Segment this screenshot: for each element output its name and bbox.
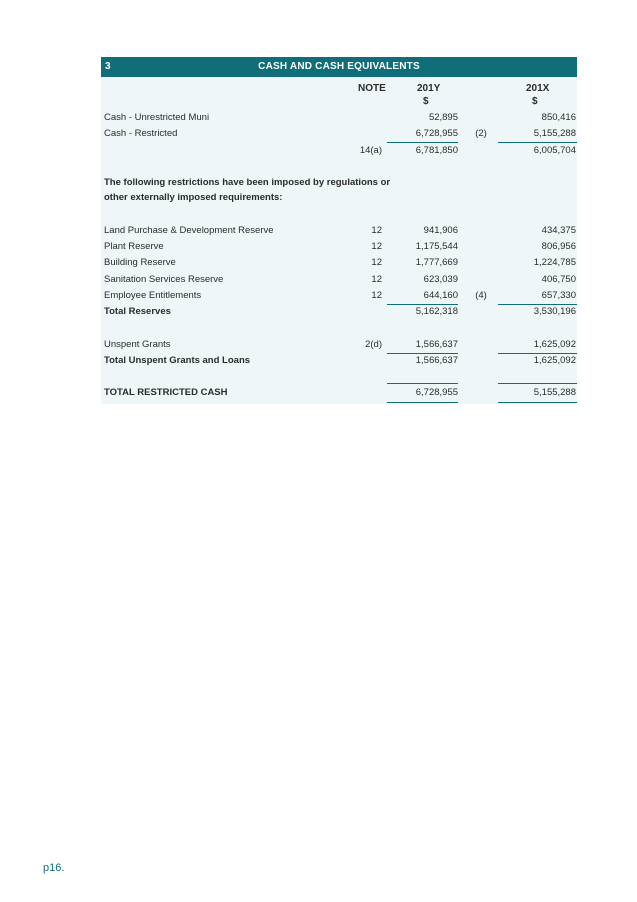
row-label: Building Reserve	[104, 257, 176, 268]
total-row	[101, 387, 577, 403]
underline	[387, 142, 458, 143]
column-201y: 201Y	[417, 83, 441, 94]
row-value-201x: 1,625,092	[533, 339, 576, 350]
row-reference: (4)	[475, 290, 487, 301]
total-reserves-201x: 3,530,196	[533, 306, 576, 317]
row-label: Cash - Unrestricted Muni	[104, 112, 210, 123]
underline	[387, 402, 458, 403]
row-note: 2(d)	[365, 339, 382, 350]
underline	[387, 353, 458, 354]
row-label: Unspent Grants	[104, 339, 171, 350]
row-value-201y: 6,781,850	[415, 145, 458, 156]
total-row	[101, 306, 577, 322]
column-201x-unit: $	[532, 96, 538, 107]
row-value-201y: 1,175,544	[415, 241, 458, 252]
underline	[498, 142, 577, 143]
total-restricted-201x: 5,155,288	[533, 387, 576, 398]
underline	[498, 353, 577, 354]
total-grants-201x: 1,625,092	[533, 355, 576, 366]
row-label: Cash - Restricted	[104, 128, 178, 139]
row-value-201y: 644,160	[423, 290, 458, 301]
restriction-note: The following restrictions have been imposed by regulations or other externally imposed requirements:	[104, 177, 391, 203]
table-row	[101, 257, 577, 273]
total-grants-201y: 1,566,637	[415, 355, 458, 366]
underline	[498, 402, 577, 403]
row-note: 12	[371, 257, 382, 268]
row-label: Sanitation Services Reserve	[104, 274, 224, 285]
row-value-201x: 6,005,704	[533, 145, 576, 156]
row-value-201y: 941,906	[423, 225, 458, 236]
row-value-201x: 5,155,288	[533, 128, 576, 139]
row-label: Employee Entitlements	[104, 290, 202, 301]
underline	[498, 383, 577, 384]
row-note: 12	[371, 225, 382, 236]
row-note: 12	[371, 290, 382, 301]
row-note: 12	[371, 274, 382, 285]
underline	[387, 383, 458, 384]
column-201x: 201X	[526, 83, 550, 94]
underline	[498, 304, 577, 305]
row-value-201x: 657,330	[541, 290, 576, 301]
underline	[387, 304, 458, 305]
row-value-201y: 1,566,637	[415, 339, 458, 350]
table-row	[101, 112, 577, 128]
column-note: NOTE	[358, 83, 386, 94]
row-value-201x: 434,375	[541, 225, 576, 236]
total-grants-label: Total Unspent Grants and Loans	[104, 355, 251, 366]
cash-equivalents-table	[101, 57, 577, 404]
section-number: 3	[105, 61, 111, 72]
page-number: p16.	[43, 862, 65, 874]
row-label: Plant Reserve	[104, 241, 164, 252]
total-restricted-201y: 6,728,955	[415, 387, 458, 398]
table-row	[101, 241, 577, 257]
total-row	[101, 355, 577, 371]
row-value-201x: 1,224,785	[533, 257, 576, 268]
row-value-201x: 806,956	[541, 241, 576, 252]
row-note: 14(a)	[359, 145, 382, 156]
row-value-201x: 850,416	[541, 112, 576, 123]
section-title: CASH AND CASH EQUIVALENTS	[258, 61, 420, 72]
total-reserves-201y: 5,162,318	[415, 306, 458, 317]
row-value-201y: 6,728,955	[415, 128, 458, 139]
total-restricted-label: TOTAL RESTRICTED CASH	[104, 387, 228, 398]
row-label: Land Purchase & Development Reserve	[104, 225, 274, 236]
table-row	[101, 274, 577, 290]
row-value-201y: 623,039	[423, 274, 458, 285]
row-value-201y: 1,777,669	[415, 257, 458, 268]
column-201y-unit: $	[423, 96, 429, 107]
section-header	[101, 57, 577, 77]
table-row	[101, 225, 577, 241]
table-row	[101, 145, 577, 161]
row-value-201y: 52,895	[428, 112, 458, 123]
total-reserves-label: Total Reserves	[104, 306, 171, 317]
row-note: 12	[371, 241, 382, 252]
row-value-201x: 406,750	[541, 274, 576, 285]
row-reference: (2)	[475, 128, 487, 139]
